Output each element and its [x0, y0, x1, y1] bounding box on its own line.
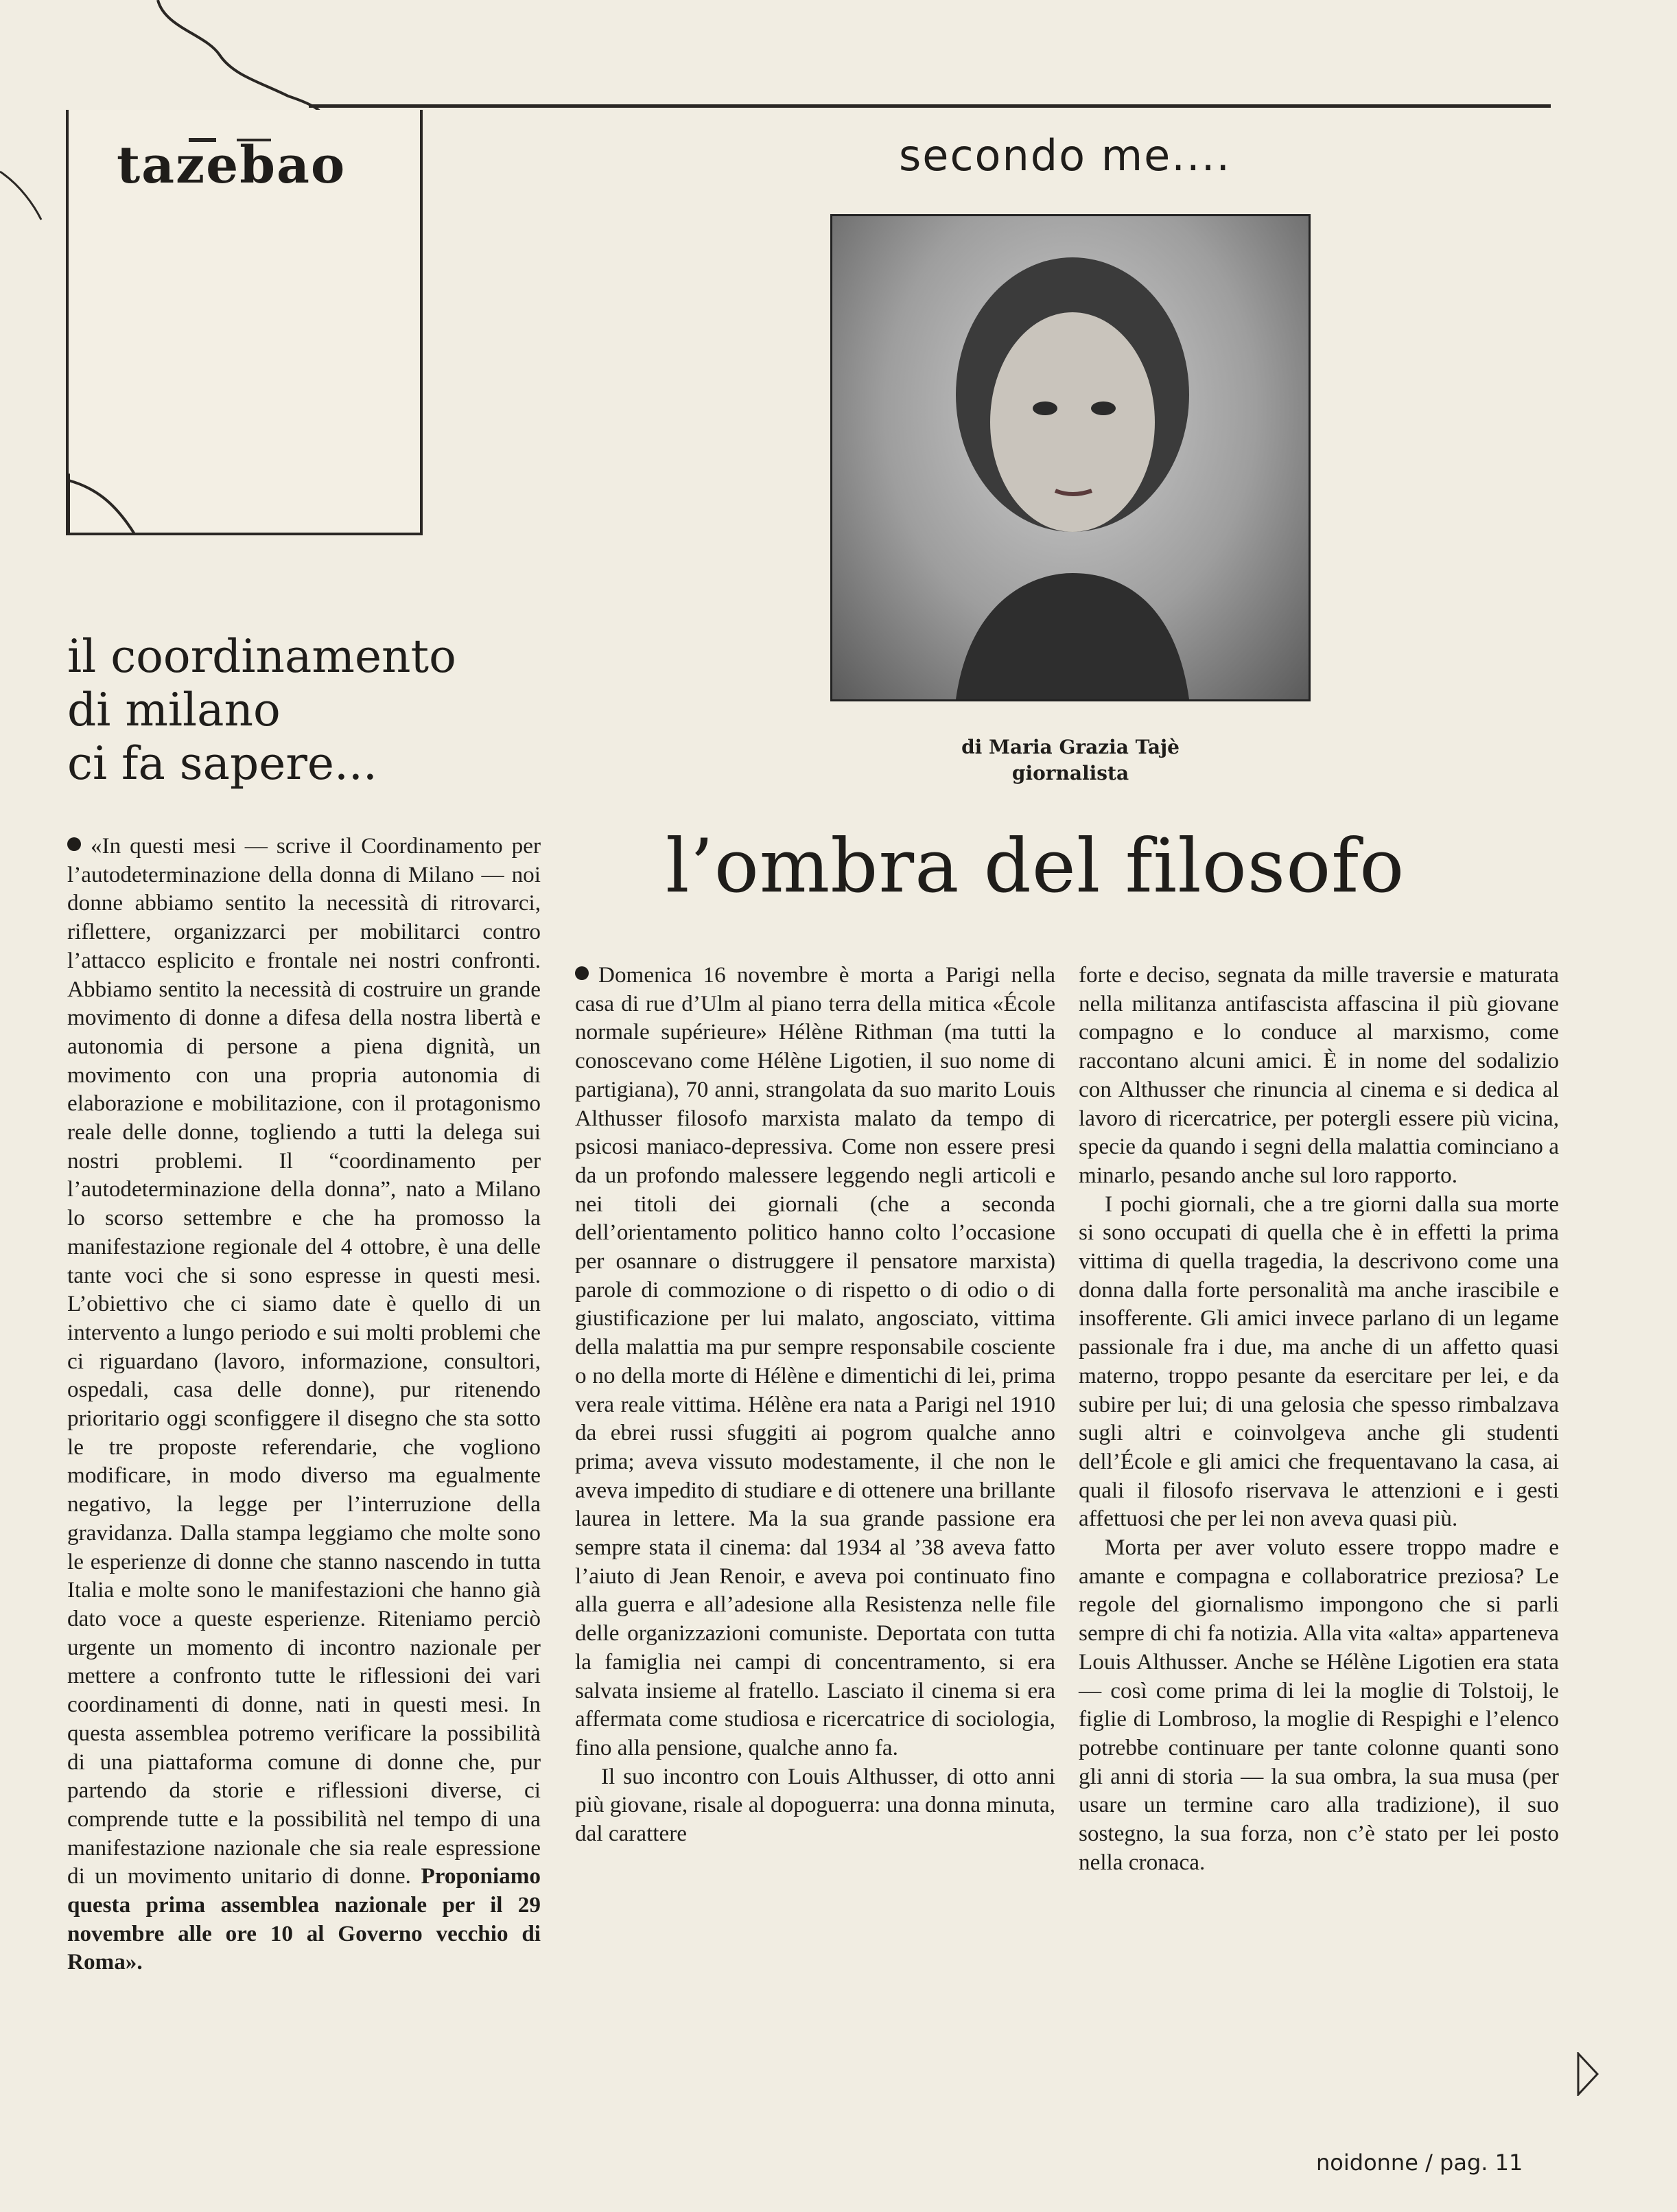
article-column-2 [1079, 961, 1559, 1877]
headline-line: ci fa sapere... [67, 737, 377, 790]
section-label: tazebao [117, 136, 347, 195]
article-paragraph: I pochi giornali, che a tre giorni dalla sua morte si sono occupati di quella che è in effetti la prima vittima di quella tragedia, la descrivono come una donna dalla forte personalità ma anche irascibile e insofferente. Gli amici invece parlano di un legame passionale fra i due, ma anche di un affetto quasi materno, troppo pesante da esercitare per lei, e da subire per lui; di una gelosia che spesso rimbalzava sugli altri e coinvolgeva anche gli studenti dell’École e gli amici che frequentavano la casa, ai quali il filosofo riservava le attenzioni e i gesti affettuosi che per lei non aveva quasi più. [1079, 1191, 1559, 1532]
article-column-1 [575, 961, 1055, 1848]
portrait-silhouette [832, 216, 1309, 699]
page-footer: noidonne / pag. 11 [1316, 2150, 1523, 2176]
article-paragraph: Domenica 16 novembre è morta a Parigi nella casa di rue d’Ulm al piano terra della mitica «École normale supérieure» Hélène Rithman (ma tutti la conoscevano come Hélène Ligotien, il suo nome di partigiana), 70 anni, strangolata da suo marito Louis Althusser filosofo marxista malato da tempo di psicosi maniaco-depressiva. Come non essere presi da un profondo malessere leggendo negli articoli e nei titoli dei giornali (che a seconda dell’orientamento politico hanno colto l’occasione per osannare o distruggere il pensatore marxista) parole di commozione o di rispetto o di odio o di giustificazione per lui malato, angosciato, vittima della malattia ma pur sempre responsabile cosciente o no della morte di Hélène e dimentichi di lei, prima vera reale vittima. Hélène era nata a Parigi nel 1910 da ebrei russi sfuggiti ai pogrom qualche anno prima; aveva vissuto modestamente, il che non le aveva impedito di studiare e di ottenere una brillante laurea in lettere. Ma la sua grande passione era sempre stata il cinema: dal 1934 al ’38 aveva fatto l’aiuto di Jean Renoir, e aveva poi continuato fino alla guerra e all’adesione alla Resistenza nelle file delle organizzazioni comuniste. Deportata con tutta la famiglia nei campi di concentramento, si era salvata insieme al fratello. Lasciato il cinema si era affermata come studiosa e ricercatrice di sociologia, fino alla pensione, qualche anno fa. [575, 962, 1055, 1760]
left-headline [67, 630, 493, 791]
headline-line: di milano [67, 684, 281, 736]
article-paragraph: Il suo incontro con Louis Althusser, di otto anni più giovane, risale al dopoguerra: una donna minuta, dal carattere [575, 1763, 1055, 1847]
byline-role: giornalista [1011, 762, 1129, 784]
page-curl-icon [66, 474, 148, 537]
article-title: l’ombra del filosofo [666, 824, 1405, 909]
top-rule [309, 104, 1551, 108]
byline-author: di Maria Grazia Tajè [961, 736, 1180, 758]
bullet-icon [575, 966, 589, 980]
continue-arrow-icon [1577, 2052, 1599, 2096]
left-column-text [67, 832, 541, 1977]
article-paragraph: Morta per aver voluto essere troppo madre e amante e compagna e collaboratrice preziosa? Le regole del giornalismo impongono che si parli sempre di chi fa notizia. Alla vita «alta» apparteneva Louis Althusser. Anche se Hélène Ligotien era stata — così come prima di lei la moglie di Tolstoij, le figlie di Lombroso, la moglie di Respighi e l’elenco potrebbe continuare per tante colonne quanti sono gli anni di storia — la sua ombra, la sua musa (per usare un termine caro alla tradizione), il suo sostegno, la sua forza, non c’è stato per lei posto nella cronaca. [1079, 1535, 1559, 1875]
author-portrait [830, 214, 1311, 701]
bullet-icon [67, 837, 81, 851]
column-header: secondo me.... [899, 130, 1232, 181]
left-body-bold: Proponiamo questa prima assemblea nazionale per il 29 novembre alle ore 10 al Governo vecchio di Roma». [67, 1863, 541, 1975]
article-paragraph: forte e deciso, segnata da mille traversie e maturata nella militanza antifascista affascina il più giovane compagno e lo conduce al marxismo, come raccontano alcuni amici. È in nome del sodalizio con Althusser che rinuncia al cinema e si dedica al lavoro di ricercatrice, per potergli essere più vicina, specie da quando i segni della malattia cominciano a minarlo, pesando anche sul loro rapporto. [1079, 962, 1559, 1188]
left-body: «In questi mesi — scrive il Coordinamento per l’autodeterminazione della donna di Milano — noi donne abbiamo sentito la necessità di ritrovarci, riflettere, organizzarci per mobilitarci contro l’attacco esplicito e frontale nei nostri confronti. Abbiamo sentito la necessità di costruire un grande movimento di donne a difesa della nostra libertà e autonomia di persone a piena dignità, un movimento con una propria autonomia di elaborazione e mobilitazione, con il protagonismo reale delle donne, togliendo a tutti la delega sui nostri problemi. Il “coordinamento per l’autodeterminazione della donna”, nato a Milano lo scorso settembre e che ha promosso la manifestazione regionale del 4 ottobre, è una delle tante voci che si sono espresse in questi mesi. L’obiettivo che ci siamo date è quello di un intervento a lungo periodo e sui molti problemi che ci riguardano (lavoro, informazione, consultori, ospedali, casa delle donne), pur ritenendo prioritario oggi sconfiggere il disegno che sta sotto le tre proposte referendarie, che vogliono modificare, in modo diverso ma egualmente negativo, la legge per l’interruzione della gravidanza. Dalla stampa leggiamo che molte sono le esperienze di donne che stanno nascendo in tutta Italia e molte sono le manifestazioni che hanno già dato voce a queste esperienze. Riteniamo perciò urgente un momento di incontro nazionale per mettere a confronto tutte le riflessioni dei vari coordinamenti di donne, nati in questi mesi. In questa assemblea potremo verificare la possibilità di una piattaforma comune di donne che, pur partendo da storie e riflessioni diverse, ci comprende tutte e la possibilità nel tempo di una manifestazione nazionale che sia reale espressione di un movimento unitario di donne. [67, 833, 541, 1889]
headline-line: il coordinamento [67, 630, 456, 683]
